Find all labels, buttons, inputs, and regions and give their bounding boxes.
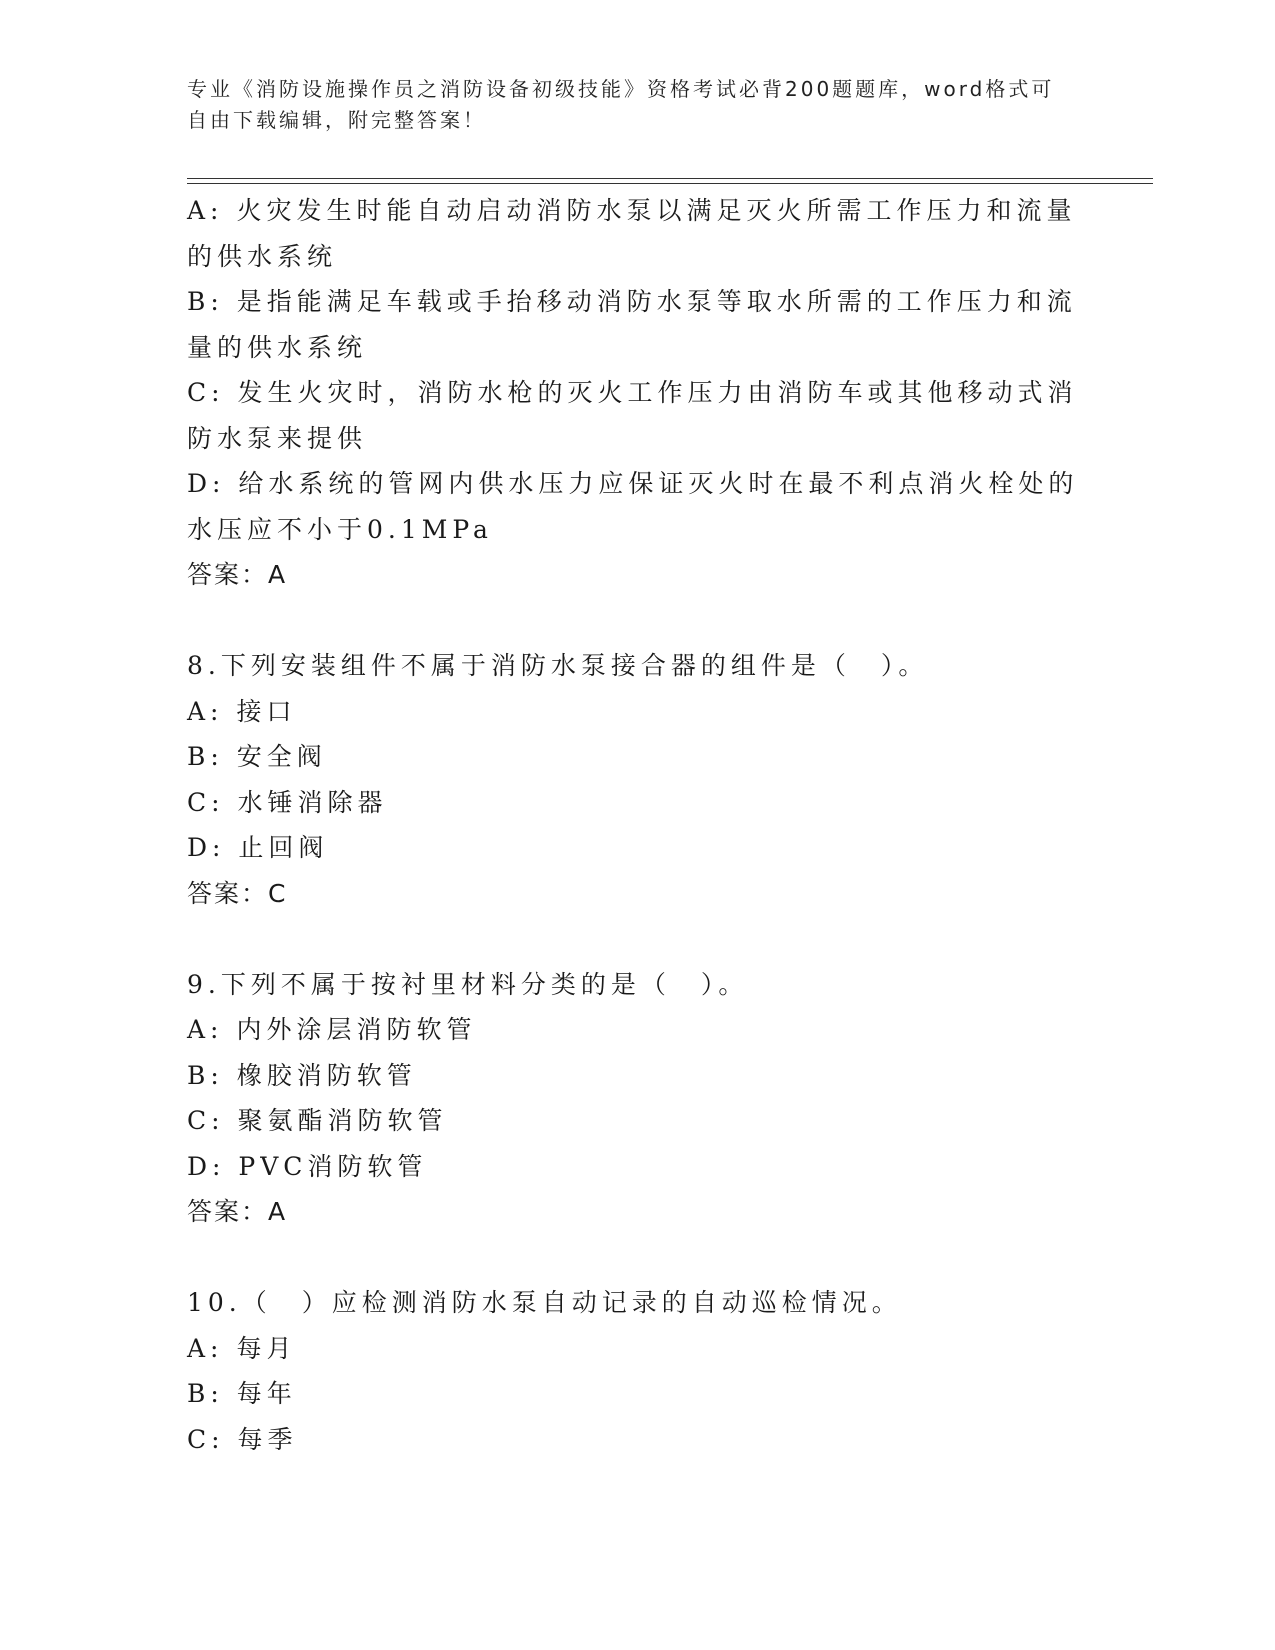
option-d: D: 给水系统的管网内供水压力应保证灭火时在最不利点消火栓处的水压应不小于0.1MPa xyxy=(187,469,1079,544)
option-a: A: 内外涂层消防软管 xyxy=(187,1015,477,1044)
option-c: C: 聚氨酯消防软管 xyxy=(187,1106,448,1135)
spacer xyxy=(187,598,1087,644)
question-9 xyxy=(187,962,1087,1235)
option-b: B: 安全阀 xyxy=(187,742,327,771)
question-stem: 8.下列安装组件不属于消防水泵接合器的组件是（ ）。 xyxy=(187,651,929,680)
document-header xyxy=(187,74,1067,136)
header-rule-bottom xyxy=(187,183,1153,184)
answer: 答案：C xyxy=(187,878,288,908)
option-b: B: 橡胶消防软管 xyxy=(187,1060,417,1090)
answer: 答案：A xyxy=(187,560,288,589)
question-8 xyxy=(187,643,1087,916)
spacer xyxy=(187,1235,1087,1281)
option-c: C: 发生火灾时，消防水枪的灭火工作压力由消防车或其他移动式消防水泵来提供 xyxy=(187,378,1078,453)
header-rule-top xyxy=(187,178,1153,179)
question-10 xyxy=(187,1280,1087,1462)
option-b: B: 是指能满足车载或手抬移动消防水泵等取水所需的工作压力和流量的供水系统 xyxy=(187,287,1077,362)
option-a: A: 每月 xyxy=(187,1333,297,1363)
question-content xyxy=(187,188,1087,1462)
option-d: D: PVC消防软管 xyxy=(187,1151,428,1181)
option-c: C: 水锤消除器 xyxy=(187,787,388,817)
option-b: B: 每年 xyxy=(187,1379,297,1408)
question-stem: 9.下列不属于按衬里材料分类的是（ ）。 xyxy=(187,969,749,999)
spacer xyxy=(187,916,1087,962)
header-text: 专业《消防设施操作员之消防设备初级技能》资格考试必背200题题库，word格式可自由下载编辑，附完整答案！ xyxy=(187,77,1055,132)
option-a: A: 火灾发生时能自动启动消防水泵以满足灭火所需工作压力和流量的供水系统 xyxy=(187,196,1077,271)
option-d: D: 止回阀 xyxy=(187,833,329,862)
option-c: C: 每季 xyxy=(187,1424,298,1454)
prev-question xyxy=(187,188,1087,598)
option-a: A: 接口 xyxy=(187,696,297,726)
answer: 答案：A xyxy=(187,1197,288,1226)
question-stem: 10.（ ）应检测消防水泵自动记录的自动巡检情况。 xyxy=(187,1288,902,1317)
